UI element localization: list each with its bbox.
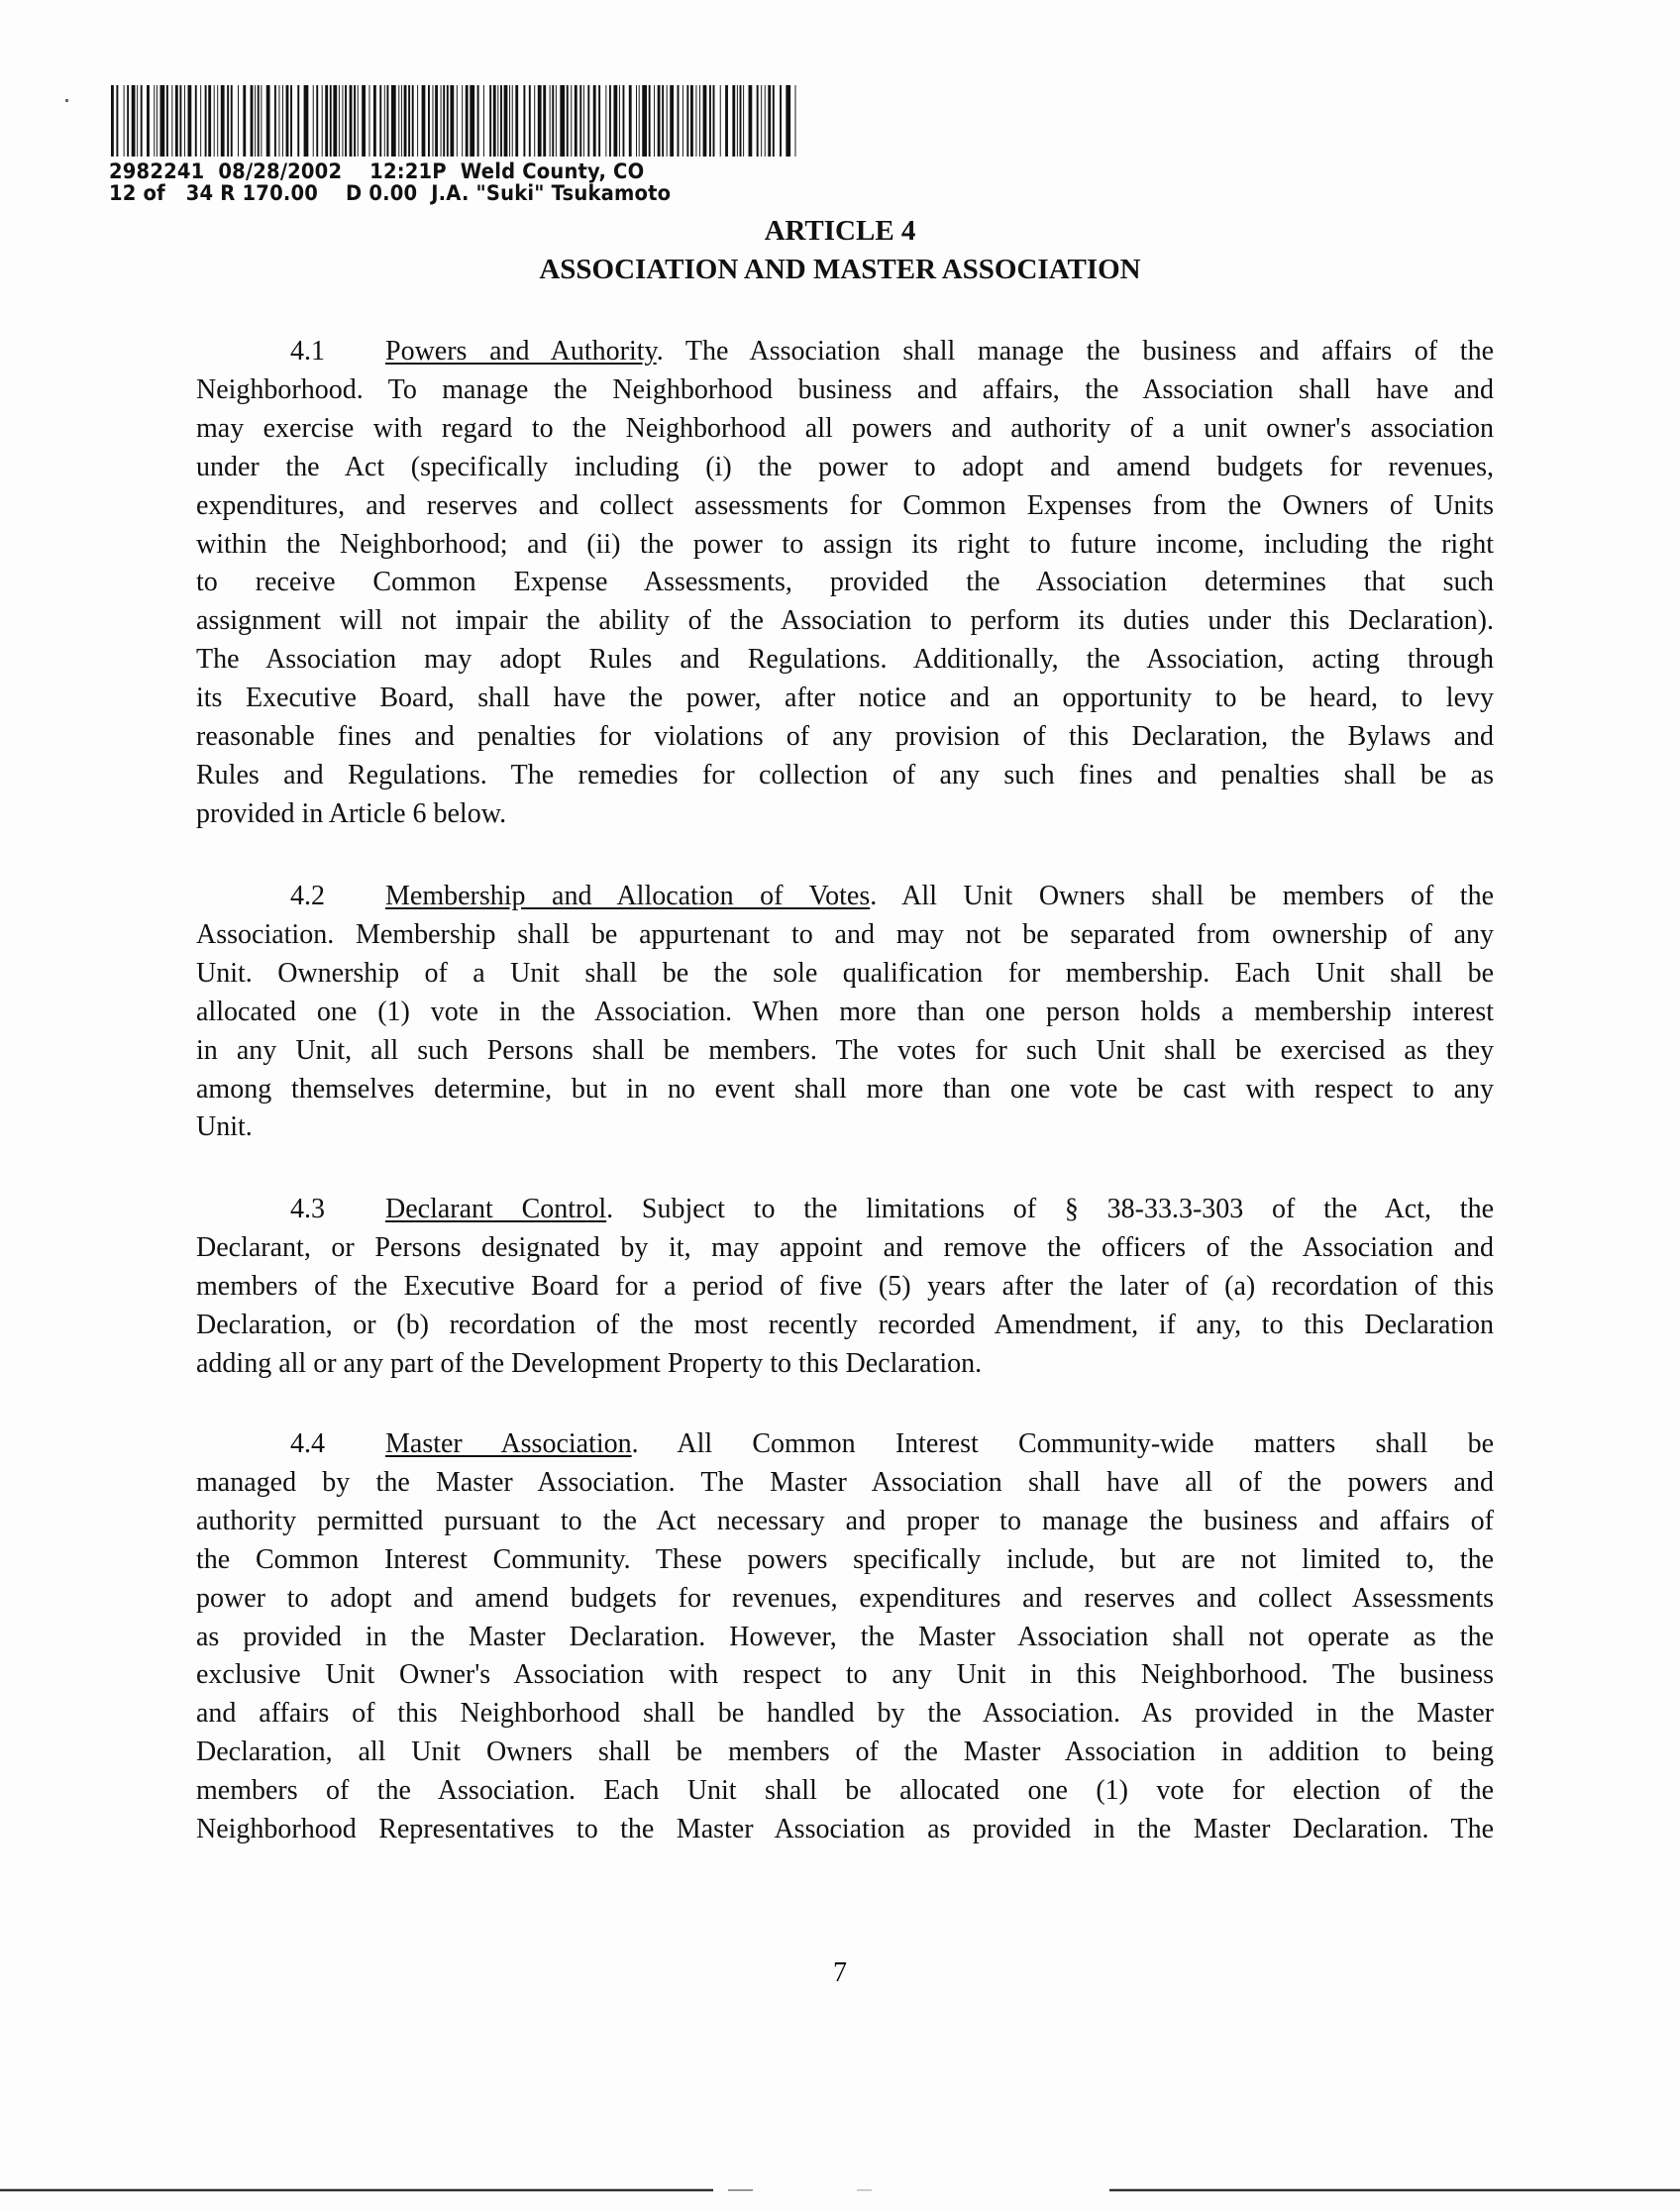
- paragraph-line: power to adopt and amend budgets for revenues, expenditures and reserves and collect Assessments: [196, 1582, 1494, 1614]
- paragraph-line: Neighborhood Representatives to the Master Association as provided in the Master Declaration. The: [196, 1814, 1494, 1845]
- section-4-1: [196, 333, 1494, 834]
- section-first-line: [196, 878, 1494, 916]
- section-number: 4.1: [290, 336, 325, 367]
- paragraph-line: among themselves determine, but in no event shall more than one vote be cast with respect to any: [196, 1073, 1494, 1105]
- paragraph-line: reasonable fines and penalties for violations of any provision of this Declaration, the Bylaws and: [196, 721, 1494, 753]
- paragraph-line: as provided in the Master Declaration. However, the Master Association shall not operate as the: [196, 1621, 1494, 1652]
- paragraph-line: authority permitted pursuant to the Act necessary and proper to manage the business and affairs of: [196, 1505, 1494, 1536]
- paragraph-line: assignment will not impair the ability of the Association to perform its duties under this Declaration).: [196, 605, 1494, 637]
- section-title: Powers and Authority: [385, 336, 657, 367]
- paragraph-line: the Common Interest Community. These powers specifically include, but are not limited to, the: [196, 1543, 1494, 1575]
- section-first-line: [196, 333, 1494, 371]
- recording-stamp: [109, 85, 802, 204]
- section-title-suffix: . Subject to the limitations of § 38-33.3-303 of the Act, the: [606, 1194, 1494, 1224]
- paragraph-line: The Association may adopt Rules and Regulations. Additionally, the Association, acting through: [196, 644, 1494, 676]
- paragraph-line: under the Act (specifically including (i) the power to adopt and amend budgets for revenues,: [196, 451, 1494, 482]
- section-number: 4.4: [290, 1428, 325, 1459]
- paragraph-line: Neighborhood. To manage the Neighborhood business and affairs, the Association shall have and: [196, 373, 1494, 405]
- article-label: ARTICLE 4: [764, 215, 916, 247]
- paragraph-line: adding all or any part of the Development Property to this Declaration.: [196, 1347, 983, 1379]
- section-first-line: [196, 1425, 1494, 1464]
- paragraph-line: exclusive Unit Owner's Association with respect to any Unit in this Neighborhood. The business: [196, 1659, 1494, 1691]
- scan-edge-line: [0, 2187, 1680, 2193]
- scan-speck: [65, 99, 68, 102]
- paragraph-line: Association. Membership shall be appurtenant to and may not be separated from ownership of any: [196, 918, 1494, 950]
- section-title: Master Association: [385, 1428, 632, 1459]
- section-number: 4.2: [290, 881, 325, 911]
- paragraph-line: Rules and Regulations. The remedies for collection of any such fines and penalties shall be as: [196, 759, 1494, 790]
- section-title-suffix: . All Common Interest Community-wide matters shall be: [631, 1428, 1494, 1459]
- section-number: 4.3: [290, 1194, 325, 1224]
- paragraph-line: Declarant, or Persons designated by it, may appoint and remove the officers of the Association and: [196, 1231, 1494, 1263]
- section-title-suffix: . The Association shall manage the business and affairs of the: [656, 336, 1495, 367]
- paragraph-line: Declaration, all Unit Owners shall be members of the Master Association in addition to being: [196, 1736, 1494, 1768]
- paragraph-line: members of the Executive Board for a period of five (5) years after the later of (a) recordation of this: [196, 1270, 1494, 1302]
- paragraph-line: and affairs of this Neighborhood shall be handled by the Association. As provided in the Master: [196, 1698, 1494, 1730]
- section-first-line: [196, 1191, 1494, 1229]
- recording-info-line-2: 12 of 34 R 170.00 D 0.00 J.A. "Suki" Tsukamoto: [109, 181, 672, 205]
- section-title: Declarant Control: [385, 1194, 607, 1224]
- paragraph-line: in any Unit, all such Persons shall be members. The votes for such Unit shall be exercised as they: [196, 1034, 1494, 1066]
- section-4-3: [196, 1191, 1494, 1384]
- section-4-2: [196, 878, 1494, 1147]
- paragraph-line: within the Neighborhood; and (ii) the power to assign its right to future income, including the right: [196, 528, 1494, 560]
- article-title: ASSOCIATION AND MASTER ASSOCIATION: [539, 254, 1141, 285]
- section-4-4: [196, 1425, 1494, 1849]
- page-number: 7: [833, 1957, 847, 1988]
- section-title: Membership and Allocation of Votes: [385, 881, 871, 911]
- paragraph-line: Unit. Ownership of a Unit shall be the sole qualification for membership. Each Unit shall be: [196, 957, 1494, 989]
- section-title-suffix: . All Unit Owners shall be members of the: [870, 881, 1494, 911]
- paragraph-line: expenditures, and reserves and collect assessments for Common Expenses from the Owners of Units: [196, 489, 1494, 521]
- paragraph-line: Unit.: [196, 1111, 253, 1143]
- paragraph-line: Declaration, or (b) recordation of the most recently recorded Amendment, if any, to this Declaration: [196, 1309, 1494, 1340]
- paragraph-line: may exercise with regard to the Neighborhood all powers and authority of a unit owner's association: [196, 412, 1494, 444]
- paragraph-line: managed by the Master Association. The Master Association shall have all of the powers and: [196, 1466, 1494, 1498]
- paragraph-line: provided in Article 6 below.: [196, 797, 507, 829]
- paragraph-line: its Executive Board, shall have the power, after notice and an opportunity to be heard, to levy: [196, 683, 1494, 714]
- barcode-image: [109, 85, 802, 157]
- paragraph-line: to receive Common Expense Assessments, provided the Association determines that such: [196, 567, 1494, 598]
- paragraph-line: members of the Association. Each Unit shall be allocated one (1) vote for election of the: [196, 1775, 1494, 1807]
- paragraph-line: allocated one (1) vote in the Association. When more than one person holds a membership interest: [196, 996, 1494, 1027]
- recording-info-line-1: 2982241 08/28/2002 12:21P Weld County, CO: [109, 159, 645, 183]
